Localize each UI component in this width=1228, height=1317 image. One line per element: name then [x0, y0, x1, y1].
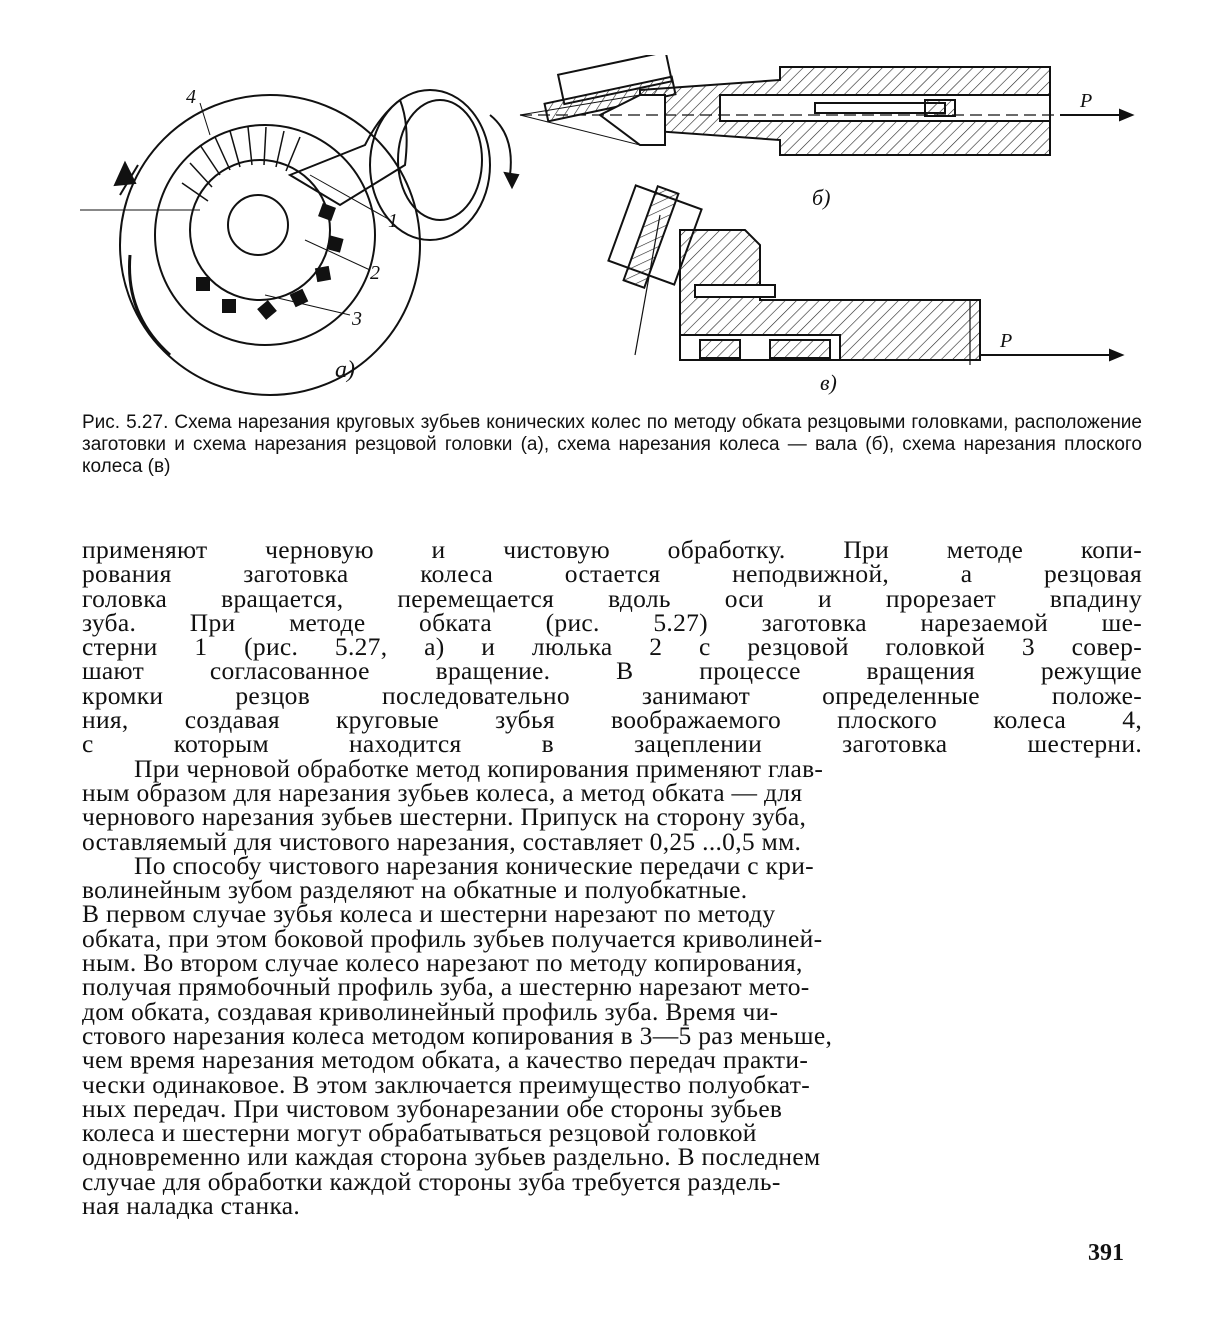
panel-b-drawing: [520, 55, 1132, 155]
paragraph-1: применяют черновую и чистовую обработку. При методе копи- рования заготовка колеса остается неподвижной, а резцовая головка вращается, перемещается вдоль оси и прорезает впадину зуба. При методе обката (рис. 5.27) заготовка нарезаемой ше- стерни 1 (рис. 5.27, а) и люлька 2 с резцовой головкой 3 совер- шают согласованное вращение. В процессе вращения режущие кромки резцов последовательно занимают определенные положе- ния, создавая круговые зубья воображаемого плоского колеса 4, с которым находится в зацеплении заготовка шестерни.: [82, 535, 1142, 759]
figure-caption: Рис. 5.27. Схема нарезания круговых зубьев конических колес по методу обката резцовыми головками, расположение заготовки и схема нарезания резцовой головки (а), схема нарезания колеса — вала (б), схема нарезания плоского колеса (в): [82, 412, 1142, 477]
force-label-b: P: [1080, 90, 1093, 112]
callout-3: 3: [352, 308, 362, 330]
paragraph-2: При черновой обработке метод копирования применяют глав- ным образом для нарезания зубьев колеса, а метод обката — для чернового нарезания зубьев шестерни. Припуск на сторону зуба, оставляемый для чистового нарезания, составляет 0,25 ...0,5 мм.: [82, 753, 824, 856]
panel-a-drawing: [80, 90, 518, 395]
panel-label-c: в): [820, 370, 837, 395]
panel-label-a: а): [335, 357, 355, 383]
figure-5-27: [80, 55, 1160, 405]
callout-2: 2: [370, 262, 380, 284]
force-label-c: P: [1000, 330, 1013, 352]
panel-label-b: б): [812, 185, 831, 210]
body-text: [82, 535, 1142, 1221]
callout-4: 4: [186, 86, 196, 108]
callout-1: 1: [388, 210, 398, 232]
paragraph-3: По способу чистового нарезания конические передачи с кри- волинейным зубом разделяют на обкатные и полуобкатные. В первом случае зубья колеса и шестерни нарезают по методу обката, при этом боковой профиль зубьев получается криволиней- ным. Во втором случае колесо нарезают по методу копирования, получая прямобочный профиль зуба, а шестерню нарезают мето- дом обката, создавая криволинейный профиль зуба. Время чи- стового нарезания колеса методом копирования в 3—5 раз меньше, чем время нарезания методом обката, а качество передач практи- чески одинаковое. В этом заключается преимущество полуобкат- ных передач. При чистовом зубонарезании обе стороны зубьев колеса и шестерни могут обрабатываться резцовой головкой одновременно или каждая сторона зубьев раздельно. В последнем случае для обработки каждой стороны зуба требуется раздель- ная наладка станка.: [82, 850, 833, 1221]
page-number: 391: [1088, 1240, 1124, 1266]
panel-c-drawing: [608, 185, 1122, 365]
